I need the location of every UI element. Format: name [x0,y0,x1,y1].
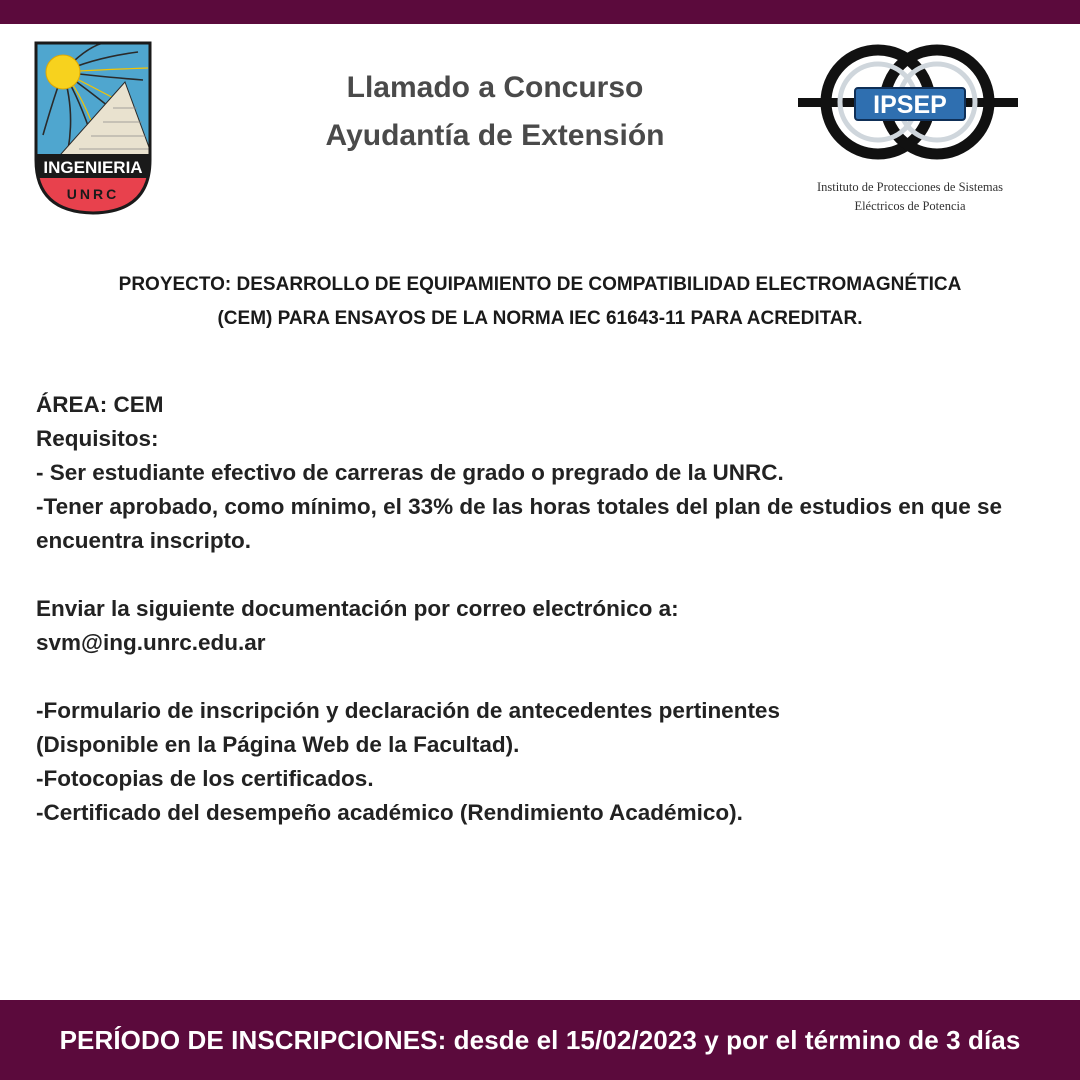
ingenieria-unrc-logo [33,40,153,215]
submission-section [36,592,1046,660]
requirements-section [36,388,1046,558]
ipsep-logo [795,44,1030,219]
requirement-item: -Tener aprobado, como mínimo, el 33% de las horas totales del plan de estudios en que se encuentra inscripto. [36,494,1003,553]
top-banner-bar [0,0,1080,24]
requirements-title: Requisitos: [36,426,159,451]
document-item: -Formulario de inscripción y declaración de antecedentes pertinentes [36,698,780,723]
contact-email: svm@ing.unrc.edu.ar [36,630,266,655]
ipsep-caption-2: Eléctricos de Potencia [854,199,966,213]
submission-instruction: Enviar la siguiente documentación por correo electrónico a: [36,596,679,621]
page-subtitle: Ayudantía de Extensión [325,119,665,152]
ipsep-logo-text: IPSEP [873,91,947,119]
page-title: Llamado a Concurso [346,71,644,104]
page-header [240,64,750,160]
document-item: (Disponible en la Página Web de la Facultad). [36,732,520,757]
footer-banner [0,1000,1080,1080]
document-item: -Fotocopias de los certificados. [36,766,374,791]
area-label: ÁREA: CEM [36,392,164,417]
requirement-item: - Ser estudiante efectivo de carreras de grado o pregrado de la UNRC. [36,460,784,485]
project-heading [20,268,1060,336]
ipsep-caption-1: Instituto de Protecciones de Sistemas [816,180,1004,194]
project-line-2: (CEM) PARA ENSAYOS DE LA NORMA IEC 61643-11 PARA ACREDITAR. [217,308,863,329]
project-line-1: PROYECTO: DESARROLLO DE EQUIPAMIENTO DE COMPATIBILIDAD ELECTROMAGNÉTICA [118,274,962,295]
logo-left-text-2: UNRC [66,186,120,202]
registration-period-text: PERÍODO DE INSCRIPCIONES: desde el 15/02/2023 y por el término de 3 días [59,1024,1021,1055]
logo-left-text-1: INGENIERIA [43,158,143,177]
document-item: -Certificado del desempeño académico (Rendimiento Académico). [36,800,743,825]
documents-list [36,694,1046,830]
